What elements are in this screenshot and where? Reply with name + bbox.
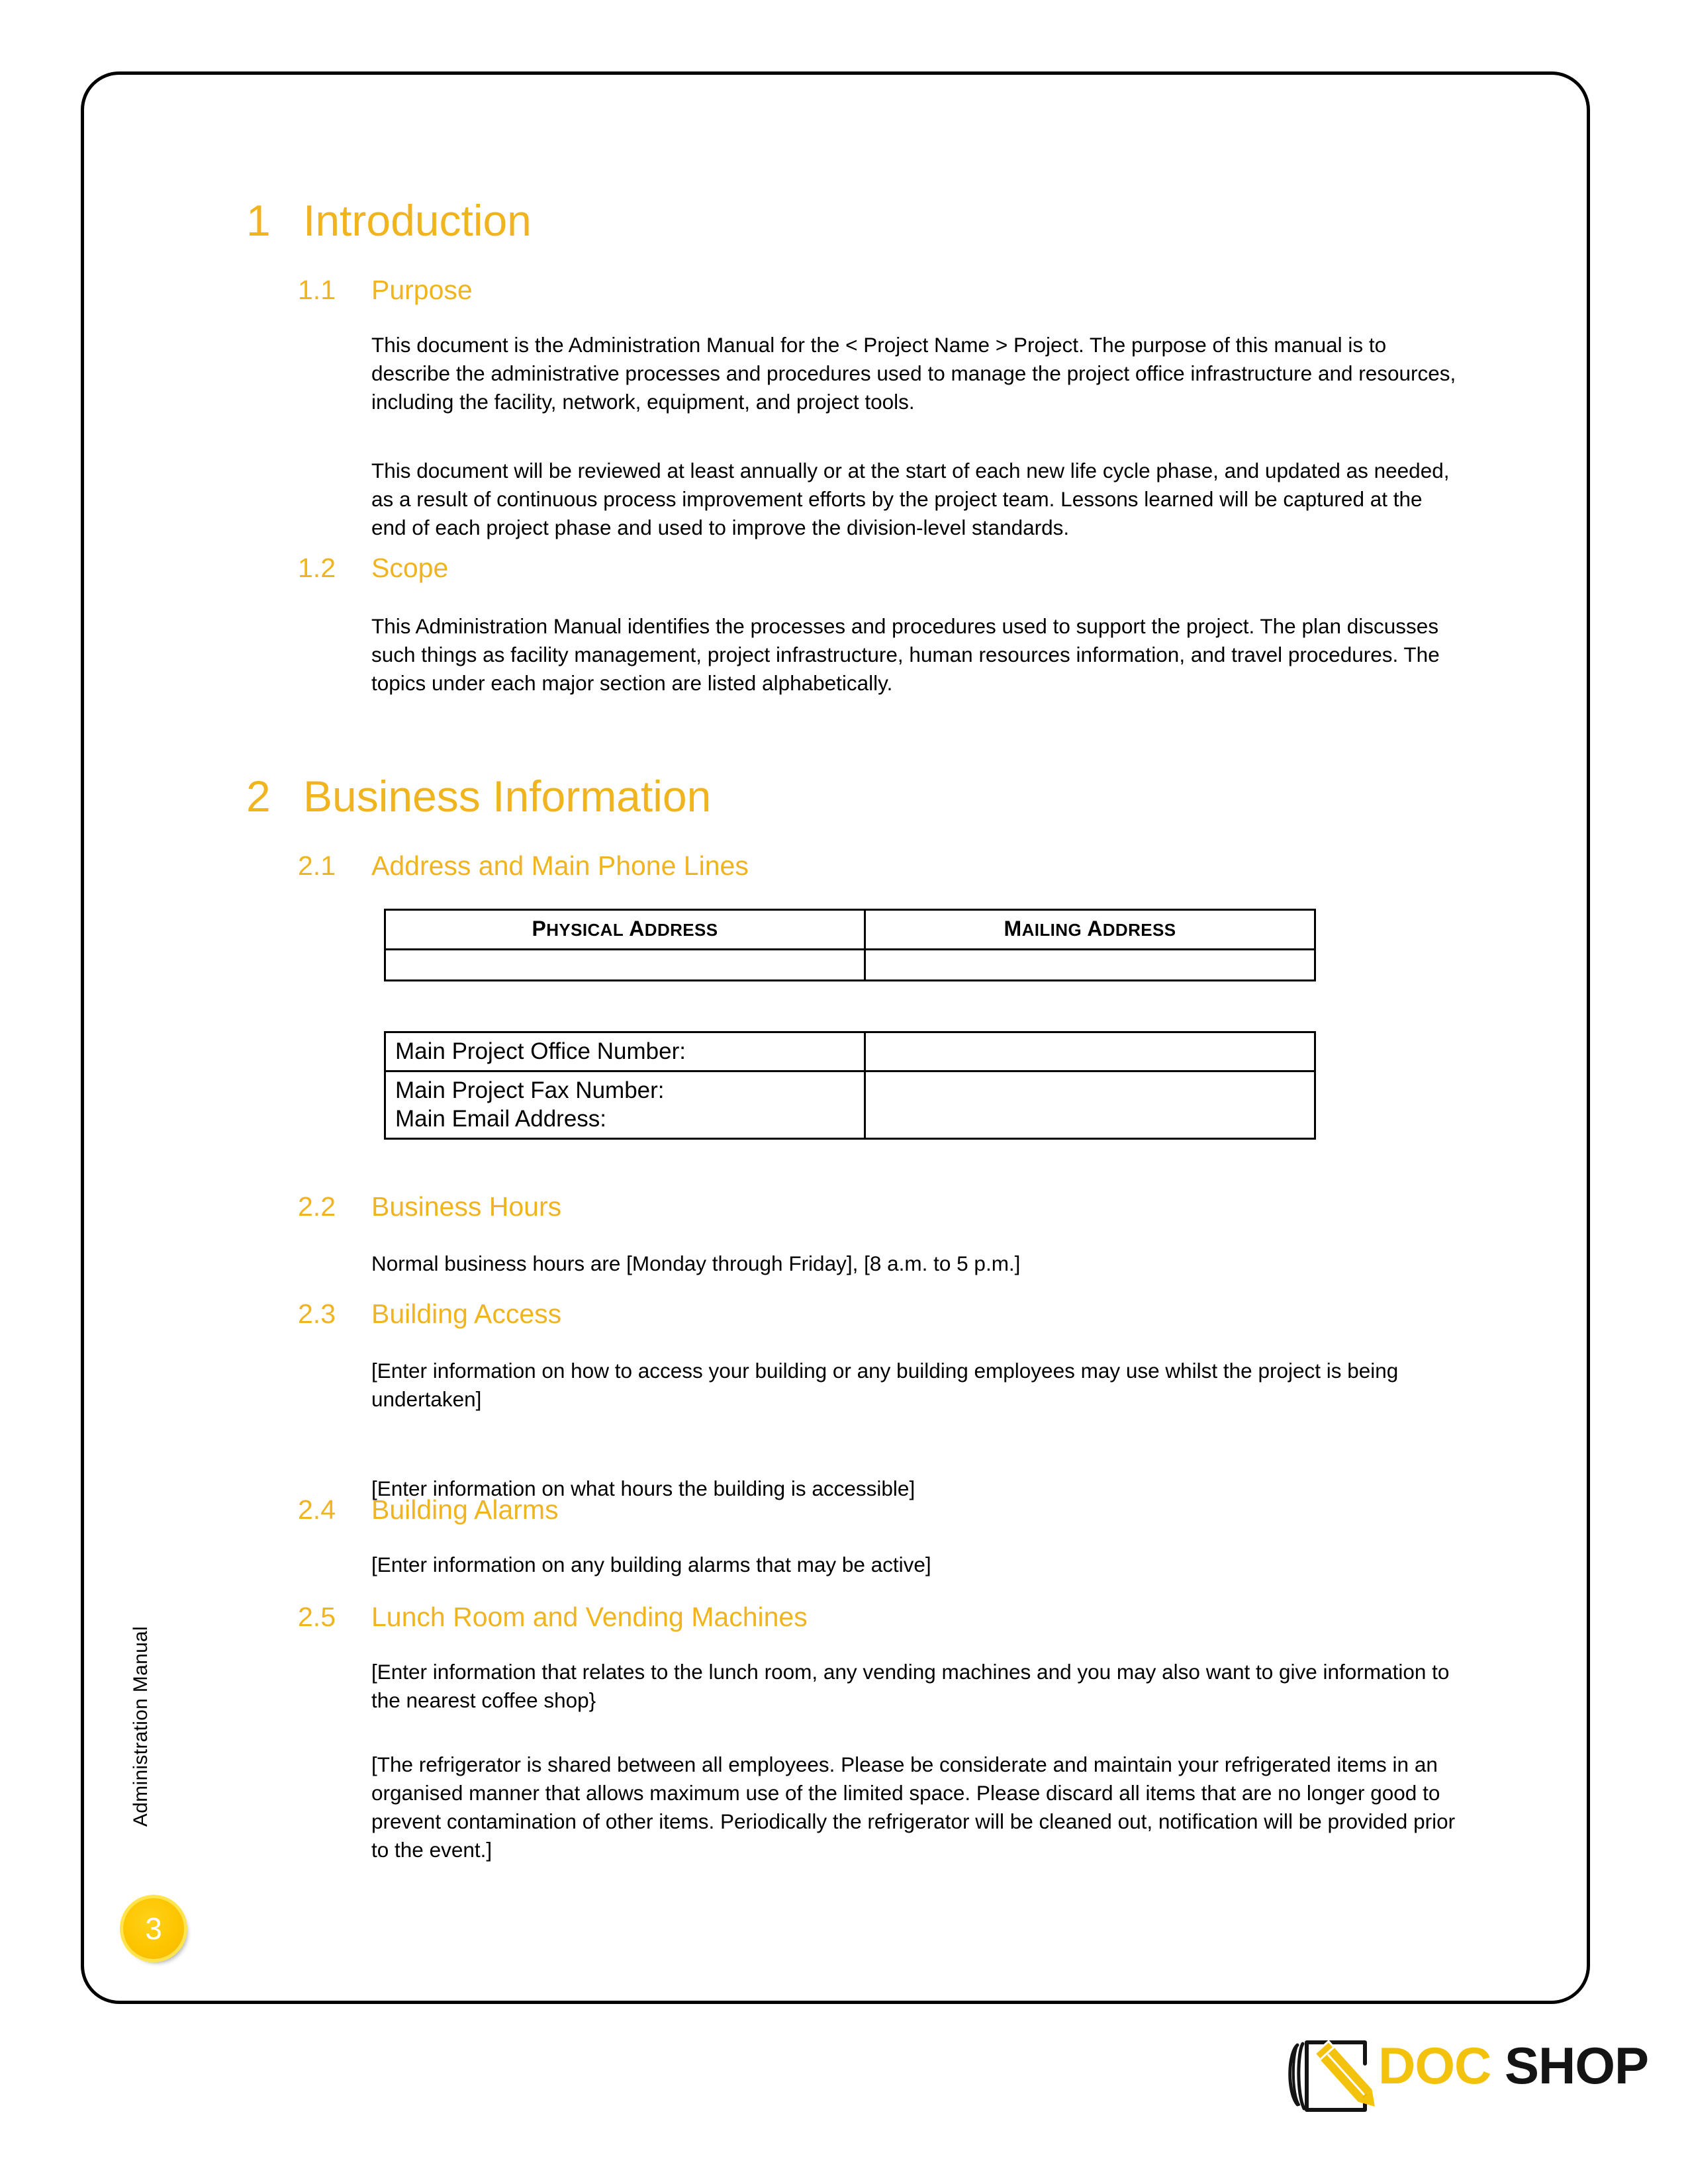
contact-table-value-fax-and-email[interactable] [865, 1071, 1315, 1139]
address-table-cell-physical-value[interactable] [385, 950, 865, 981]
heading-2-4-number: 2.4 [298, 1494, 336, 1525]
heading-2-4-building-alarms [298, 1494, 559, 1525]
document-pencil-icon [1278, 2030, 1390, 2116]
heading-1-2-scope [298, 553, 448, 584]
heading-1-number: 1 [246, 196, 271, 245]
paragraph-building-alarms-1: [Enter information on any building alarms that may be active] [371, 1553, 931, 1576]
header-smallcaps-hysical: HYSICAL [546, 920, 624, 940]
heading-2-1-number: 2.1 [298, 850, 336, 881]
header-cap-a2: A [1087, 917, 1103, 940]
logo-wordmark [1378, 2036, 1649, 2095]
heading-2-1-address-and-main-phone-lines [298, 850, 749, 882]
address-table [384, 909, 1316, 981]
header-cap-p: P [532, 917, 547, 940]
doc-shop-logo [1278, 2025, 1649, 2118]
table-row [385, 950, 1315, 981]
header-cap-m: M [1004, 917, 1022, 940]
heading-2-2-number: 2.2 [298, 1191, 336, 1222]
heading-1-1-title: Purpose [371, 275, 473, 305]
heading-2-business-information [246, 771, 711, 821]
paragraph-purpose-1: This document is the Administration Manual for the < Project Name > Project. The purpose of this manual is to describe the administrative processes and procedures used to manage the project office infrastructure and resources, including the facility, network, equipment, and project tools. [371, 333, 1456, 414]
heading-1-2-number: 1.2 [298, 553, 336, 583]
contact-label-fax-number: Main Project Fax Number: [395, 1077, 665, 1103]
table-row [385, 1071, 1315, 1139]
heading-2-5-title: Lunch Room and Vending Machines [371, 1602, 808, 1632]
heading-2-5-lunch-room-and-vending-machines [298, 1602, 808, 1633]
heading-2-title: Business Information [303, 772, 712, 821]
paragraph-business-hours-1: Normal business hours are [Monday through Friday], [8 a.m. to 5 p.m.] [371, 1251, 1021, 1275]
heading-1-introduction [246, 195, 532, 246]
paragraph-building-access-1: [Enter information on how to access your building or any building employees may use whilst the project is being undertaken] [371, 1359, 1399, 1411]
contact-table [384, 1031, 1316, 1140]
paragraph-purpose-2: This document will be reviewed at least annually or at the start of each new life cycle phase, and updated as needed, as a result of continuous process improvement efforts by the project team. Lessons learned will be captured at the end of each project phase and used to improve the division-level standards. [371, 459, 1450, 539]
heading-2-2-business-hours [298, 1191, 561, 1222]
heading-1-1-purpose [298, 275, 473, 306]
heading-2-3-number: 2.3 [298, 1298, 336, 1329]
heading-2-2-title: Business Hours [371, 1191, 562, 1222]
heading-2-3-title: Building Access [371, 1298, 562, 1329]
paragraph-lunch-room-2: [The refrigerator is shared between all employees. Please be considerate and maintain your refrigerated items in an organised manner that allows maximum use of the limited space. Please discard all items that are no longer good to prevent contamination of other items. Periodically the refrigerator will be cleaned out, notification will be provided prior to the event.] [371, 1752, 1456, 1862]
contact-label-email-address: Main Email Address: [395, 1106, 607, 1132]
heading-2-5-number: 2.5 [298, 1602, 336, 1632]
heading-2-4-title: Building Alarms [371, 1494, 559, 1525]
header-cap-a: A [629, 917, 645, 940]
heading-1-2-title: Scope [371, 553, 449, 583]
paragraph-building-access-2: [Enter information on what hours the building is accessible] [371, 1477, 915, 1500]
logo-shop-text: SHOP [1505, 2036, 1649, 2095]
heading-2-number: 2 [246, 772, 271, 821]
contact-table-value-office-number[interactable] [865, 1032, 1315, 1071]
heading-1-title: Introduction [303, 196, 532, 245]
paragraph-scope-1: This Administration Manual identifies the processes and procedures used to support the project. The plan discusses such things as facility management, project infrastructure, human resources information, and travel procedures. The topics under each major section are listed alphabetically. [371, 614, 1440, 695]
heading-1-1-number: 1.1 [298, 275, 336, 305]
contact-table-label-office-number: Main Project Office Number: [385, 1032, 865, 1071]
header-smallcaps-ddress: DDRESS [644, 920, 718, 940]
paragraph-lunch-room-1: [Enter information that relates to the lunch room, any vending machines and you may also want to give information to the nearest coffee shop} [371, 1660, 1450, 1712]
address-table-header-physical [385, 910, 865, 950]
table-row [385, 1032, 1315, 1071]
contact-table-label-fax-and-email [385, 1071, 865, 1139]
address-table-header-mailing [865, 910, 1315, 950]
table-row [385, 910, 1315, 950]
vertical-document-title: Administration Manual [130, 1626, 152, 1827]
heading-2-3-building-access [298, 1298, 561, 1330]
header-smallcaps-ailing: AILING [1021, 920, 1082, 940]
logo-doc-text: DOC [1378, 2036, 1491, 2095]
header-smallcaps-ddress2: DDRESS [1102, 920, 1176, 940]
address-table-cell-mailing-value[interactable] [865, 950, 1315, 981]
heading-2-1-title: Address and Main Phone Lines [371, 850, 749, 881]
page-number-text: 3 [145, 1911, 162, 1946]
